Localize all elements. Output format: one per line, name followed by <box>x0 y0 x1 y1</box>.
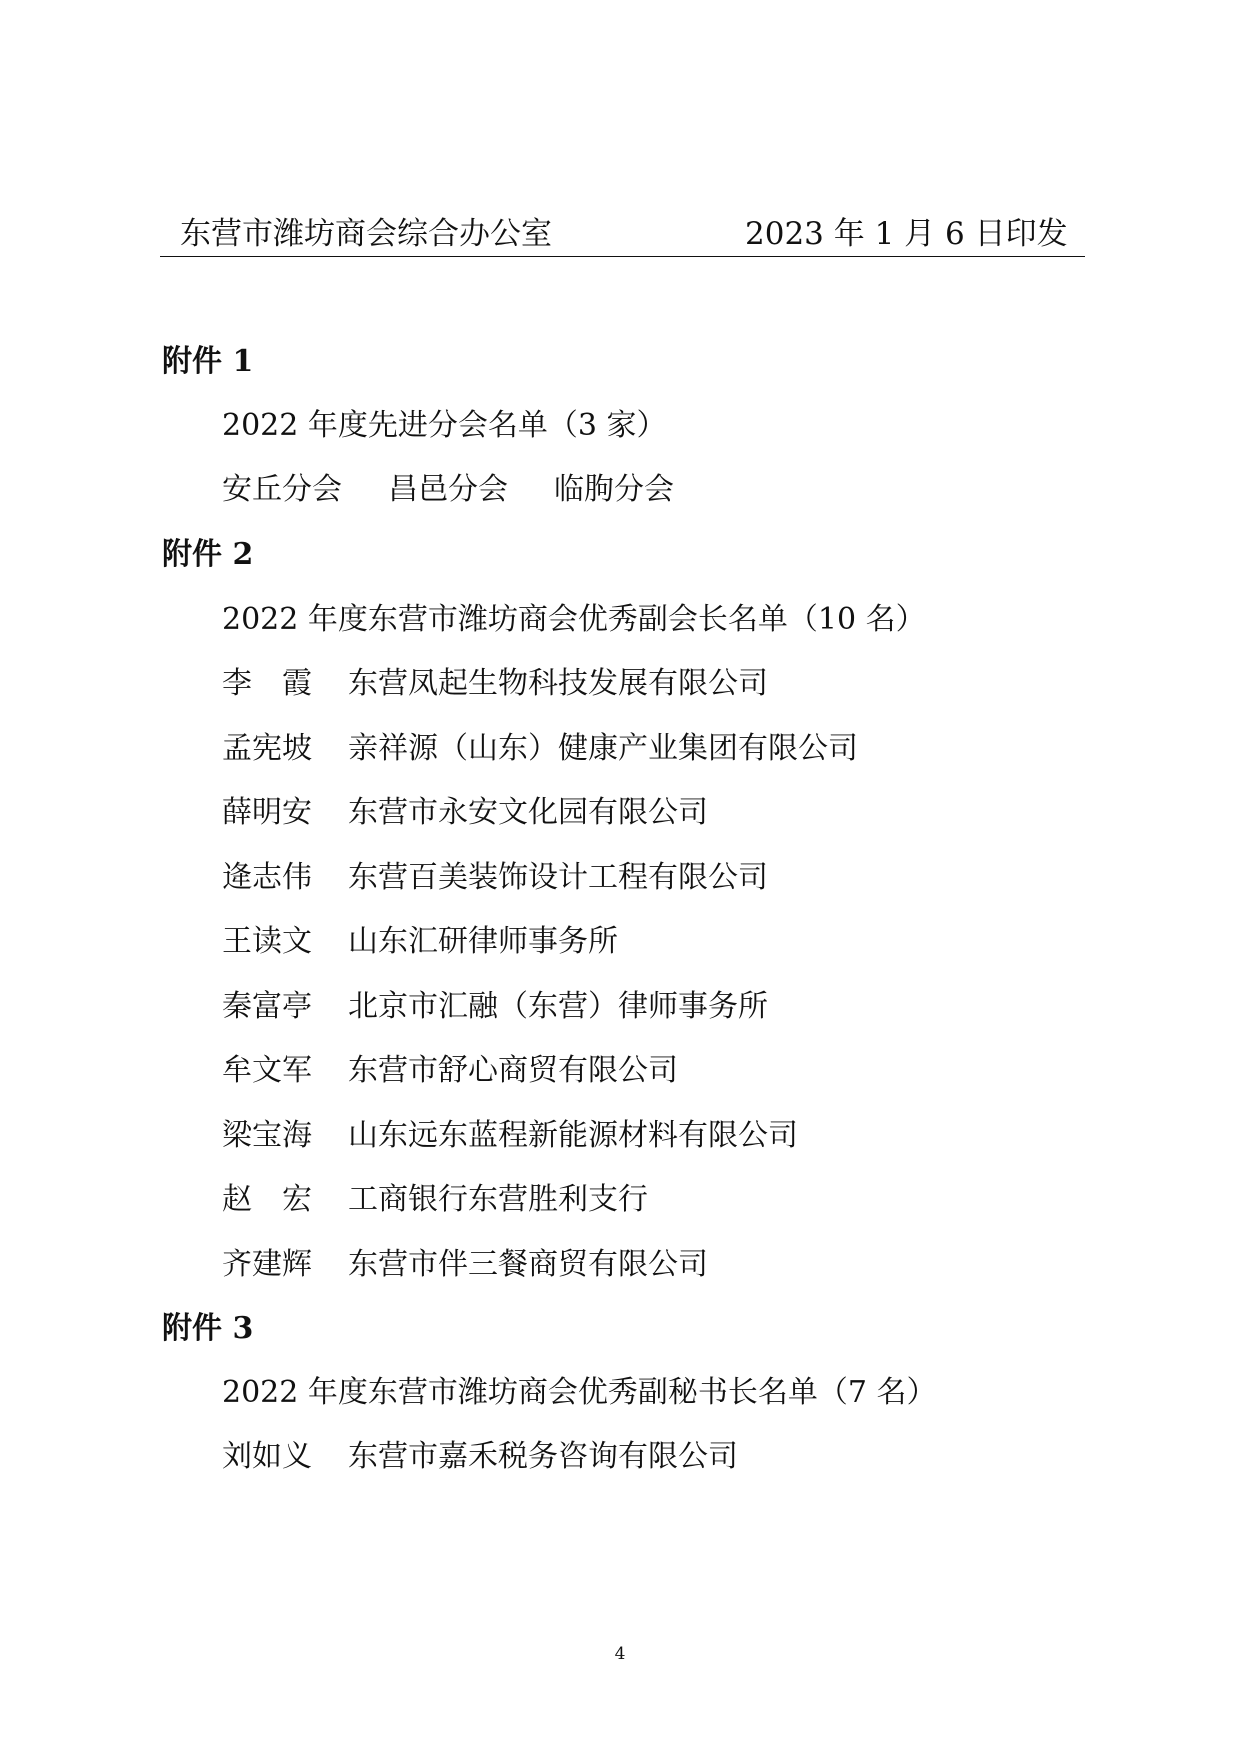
list-item <box>222 1180 648 1220</box>
company-name: 东营市永安文化园有限公司 <box>348 795 708 830</box>
list-item <box>222 1116 798 1156</box>
person-name: 秦富亭 <box>222 989 312 1024</box>
person-name: 薛明安 <box>222 795 312 830</box>
company-name: 东营凤起生物科技发展有限公司 <box>348 666 768 701</box>
list-item <box>222 1051 678 1091</box>
attachment-2-heading: 附件 2 <box>162 537 254 572</box>
person-name: 王读文 <box>222 924 312 959</box>
list-item <box>222 1437 738 1477</box>
issue-date: 2023 年 1 月 6 日印发 <box>745 216 1068 252</box>
list-item <box>222 1245 708 1285</box>
person-name: 赵 宏 <box>222 1182 312 1217</box>
attachment-2-title: 2022 年度东营市潍坊商会优秀副会长名单（10 名） <box>222 602 926 637</box>
person-name: 牟文军 <box>222 1053 312 1088</box>
person-name: 李 霞 <box>222 666 312 701</box>
person-name: 齐建辉 <box>222 1247 312 1282</box>
person-name: 孟宪坡 <box>222 731 312 766</box>
attachment-3-title: 2022 年度东营市潍坊商会优秀副秘书长名单（7 名） <box>222 1375 937 1410</box>
list-item <box>222 987 768 1027</box>
attachment-1-heading: 附件 1 <box>162 344 254 379</box>
attachment-1-title: 2022 年度先进分会名单（3 家） <box>222 408 667 443</box>
person-name: 梁宝海 <box>222 1118 312 1153</box>
company-name: 东营市嘉禾税务咨询有限公司 <box>348 1439 738 1474</box>
attachment-3-heading: 附件 3 <box>162 1311 254 1346</box>
branch-item: 安丘分会 <box>222 472 342 507</box>
list-item <box>222 729 858 769</box>
company-name: 工商银行东营胜利支行 <box>348 1182 648 1217</box>
branch-item: 昌邑分会 <box>388 472 508 507</box>
company-name: 山东远东蓝程新能源材料有限公司 <box>348 1118 798 1153</box>
issuance-footer <box>160 212 1085 257</box>
company-name: 山东汇研律师事务所 <box>348 924 618 959</box>
person-name: 逄志伟 <box>222 860 312 895</box>
list-item <box>222 858 768 898</box>
list-item <box>222 922 618 962</box>
company-name: 东营市伴三餐商贸有限公司 <box>348 1247 708 1282</box>
issuing-office: 东营市潍坊商会综合办公室 <box>180 216 552 252</box>
list-item <box>222 793 708 833</box>
company-name: 东营百美装饰设计工程有限公司 <box>348 860 768 895</box>
branch-item: 临朐分会 <box>554 472 674 507</box>
list-item <box>222 664 768 704</box>
company-name: 东营市舒心商贸有限公司 <box>348 1053 678 1088</box>
company-name: 北京市汇融（东营）律师事务所 <box>348 989 768 1024</box>
person-name: 刘如义 <box>222 1439 312 1474</box>
page-number: 4 <box>614 1644 626 1664</box>
company-name: 亲祥源（山东）健康产业集团有限公司 <box>348 731 858 766</box>
branch-list <box>222 470 720 510</box>
